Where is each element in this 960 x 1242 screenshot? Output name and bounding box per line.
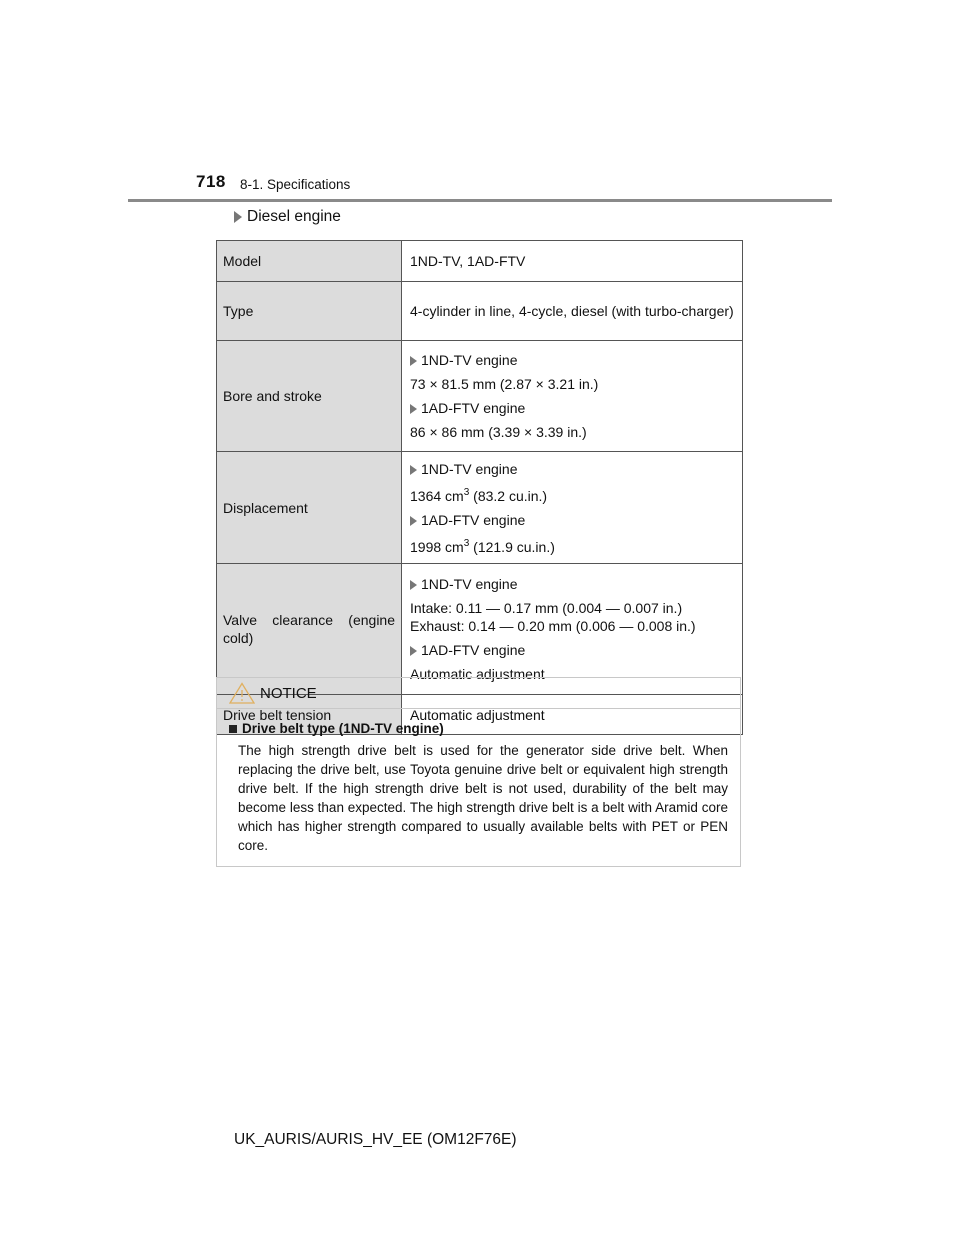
bore-engine2 — [410, 399, 734, 417]
disp-engine1-text: 1ND-TV engine — [421, 460, 518, 477]
table-row — [217, 452, 743, 564]
belt-value: Automatic adjustment — [402, 695, 743, 735]
notice-item-text: The high strength drive belt is used for the generator side drive belt. When replacing the drive belt, use Toyota genuine drive belt or equivalent high strength drive belt. If the high strength drive belt is not used, durability of the belt may become less than expected. The high strength drive belt is a belt with Aramid core which has higher strength compared to usually available belts with PET or PEN core. — [238, 743, 728, 853]
notice-title: NOTICE — [260, 684, 317, 702]
notice-item-title-text: Drive belt type (1ND-TV engine) — [242, 721, 444, 736]
valve-engine1-text: 1ND-TV engine — [421, 576, 518, 592]
type-label: Type — [217, 282, 402, 341]
bore-value1: 73 × 81.5 mm (2.87 × 3.21 in.) — [410, 376, 599, 392]
valve-intake: Intake: 0.11 — 0.17 mm (0.004 — 0.007 in.) — [410, 600, 683, 616]
disp-value1-sup: 3 — [463, 486, 470, 498]
disp-value2-rest: (121.9 cu.in.) — [469, 538, 555, 555]
header-rule — [128, 199, 832, 202]
valve-label: Valve clearance (engine cold) — [217, 564, 402, 695]
warning-triangle-icon — [229, 682, 255, 704]
bore-engine2-text: 1AD-FTV engine — [421, 400, 526, 416]
disp-value2-num: 1998 cm — [410, 538, 464, 555]
notice-item-title — [229, 721, 740, 736]
belt-label: Drive belt tension — [217, 695, 402, 735]
triangle-bullet-icon — [410, 580, 417, 590]
triangle-bullet-icon — [410, 404, 417, 414]
section-title: 8-1. Specifications — [240, 177, 351, 192]
triangle-bullet-icon — [234, 211, 242, 223]
valve-exhaust: Exhaust: 0.14 — 0.20 mm (0.006 — 0.008 in.) — [410, 618, 696, 634]
triangle-bullet-icon — [410, 516, 417, 526]
bore-value2: 86 × 86 mm (3.39 × 3.39 in.) — [410, 424, 587, 440]
heading-text: Diesel engine — [247, 208, 341, 225]
table-row — [217, 341, 743, 452]
page-number: 718 — [196, 172, 226, 191]
footer-code: UK_AURIS/AURIS_HV_EE (OM12F76E) — [234, 1131, 517, 1148]
bore-value — [402, 341, 743, 452]
type-value: 4-cylinder in line, 4-cycle, diesel (with turbo-charger) — [402, 282, 743, 341]
valve-engine1 — [410, 575, 734, 593]
triangle-bullet-icon — [410, 646, 417, 656]
table-row — [217, 564, 743, 695]
disp-engine1 — [410, 460, 734, 478]
displacement-value — [402, 452, 743, 564]
model-label: Model — [217, 241, 402, 282]
valve-engine2 — [410, 641, 734, 659]
disp-engine2 — [410, 511, 734, 529]
bore-engine1 — [410, 351, 734, 369]
disp-value1-num: 1364 cm — [410, 487, 464, 504]
table-row — [217, 241, 743, 282]
bore-engine1-text: 1ND-TV engine — [421, 352, 518, 368]
disp-engine2-text: 1AD-FTV engine — [421, 511, 526, 528]
notice-header — [217, 678, 740, 709]
square-bullet-icon — [229, 725, 237, 733]
bore-label: Bore and stroke — [217, 341, 402, 452]
disp-value2 — [410, 535, 734, 556]
triangle-bullet-icon — [410, 465, 417, 475]
spec-table — [216, 240, 743, 735]
disp-value2-sup: 3 — [463, 537, 470, 549]
disp-value1-rest: (83.2 cu.in.) — [469, 487, 548, 504]
section-heading — [234, 208, 341, 226]
valve-auto: Automatic adjustment — [410, 666, 545, 682]
model-value: 1ND-TV, 1AD-FTV — [402, 241, 743, 282]
triangle-bullet-icon — [410, 356, 417, 366]
table-row — [217, 282, 743, 341]
notice-box — [216, 677, 741, 867]
displacement-label: Displacement — [217, 452, 402, 564]
disp-value1 — [410, 484, 734, 505]
valve-engine2-text: 1AD-FTV engine — [421, 642, 526, 658]
valve-value — [402, 564, 743, 695]
